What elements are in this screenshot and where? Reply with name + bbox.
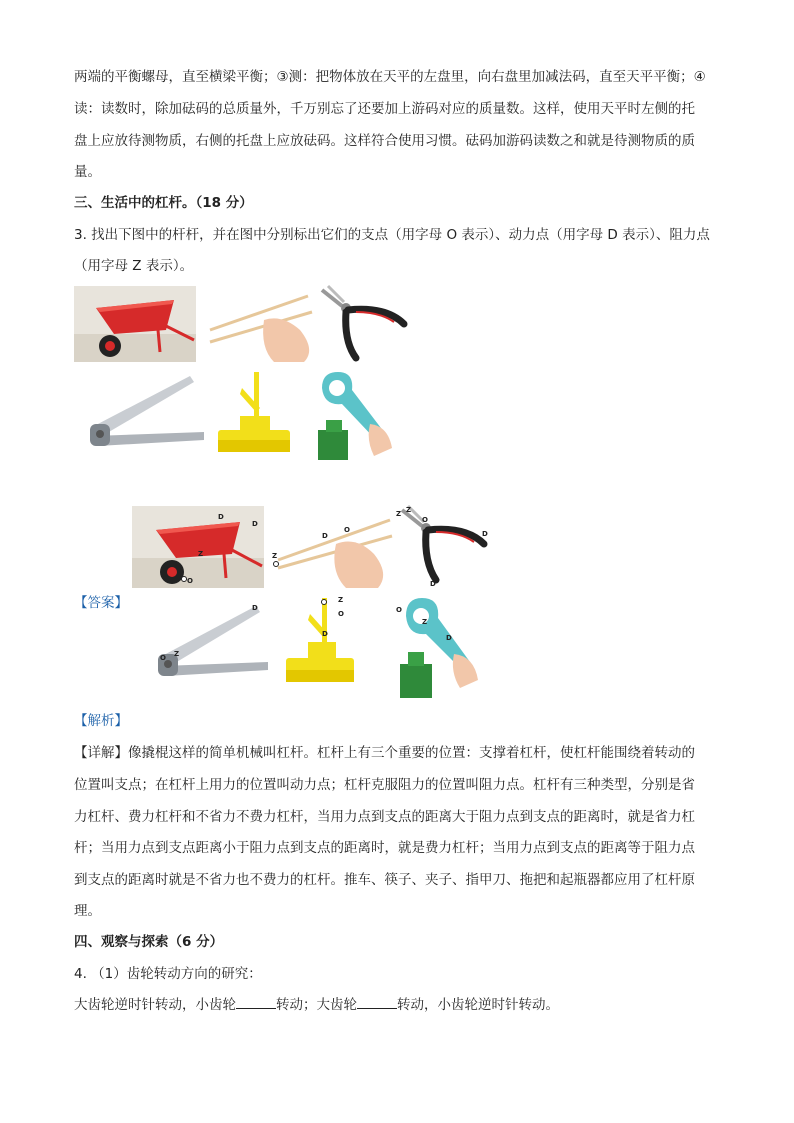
- analysis-tag: 【解析】: [74, 713, 128, 729]
- resistance-label: Z: [198, 550, 204, 558]
- question-part: 转动；大齿轮: [276, 997, 357, 1013]
- chopsticks-answer-image: [270, 510, 400, 590]
- wheelbarrow-answer-image: [132, 506, 264, 588]
- nail-clipper-image: [80, 372, 208, 458]
- nail-clipper-answer-image: [148, 598, 272, 688]
- mop-answer-image: [282, 592, 358, 690]
- effort-label: D: [252, 604, 258, 612]
- resistance-label: Z: [338, 596, 344, 604]
- chopsticks-icon: [204, 290, 320, 364]
- bottle-opener-icon: [394, 594, 480, 698]
- answer-blank[interactable]: [236, 996, 276, 1009]
- detail-text: 到支点的距离时就是不省力也不费力的杠杆。推车、筷子、夹子、指甲刀、拖把和起瓶器都应用了杠杆原: [74, 872, 695, 888]
- wheelbarrow-icon: [74, 286, 196, 362]
- effort-label: D: [446, 634, 452, 642]
- effort-label: D: [322, 630, 328, 638]
- question-text: （用字母 Z 表示）。: [74, 258, 194, 274]
- detail-text: 【详解】像撬棍这样的简单机械叫杠杆。杠杆上有三个重要的位置：支撑着杠杆，使杠杆能围绕着转动的: [74, 745, 695, 761]
- pliers-icon: [316, 282, 408, 362]
- answer-blank[interactable]: [357, 996, 397, 1009]
- question-part: 大齿轮逆时针转动，小齿轮: [74, 997, 236, 1013]
- question-text: 4. （1）齿轮转动方向的研究：: [74, 966, 262, 982]
- resistance-label: Z: [396, 510, 402, 518]
- text-line: 读：读数时，除加砝码的总质量外，千万别忘了还要加上游码对应的质量数。这样，使用天平时左侧的托: [74, 101, 695, 117]
- mop-icon: [282, 592, 358, 690]
- effort-label: D: [252, 520, 258, 528]
- chopsticks-image: [204, 290, 320, 364]
- resistance-label: Z: [422, 618, 428, 626]
- mop-image: [212, 368, 298, 458]
- fulcrum-label: O: [422, 516, 428, 524]
- pliers-answer-image: [392, 500, 496, 590]
- answer-tag: 【答案】: [74, 595, 128, 611]
- wheelbarrow-image: [74, 286, 196, 362]
- text-line: 两端的平衡螺母，直至横梁平衡；③测：把物体放在天平的左盘里，向右盘里加减法码，直至天平平衡；④: [74, 69, 706, 85]
- detail-text: 理。: [74, 903, 101, 919]
- effort-label: D: [482, 530, 488, 538]
- bottle-opener-image: [312, 370, 394, 460]
- resistance-label: Z: [272, 552, 278, 560]
- effort-label: D: [322, 532, 328, 540]
- pliers-icon: [392, 500, 496, 590]
- bottle-opener-answer-image: [394, 594, 480, 698]
- fulcrum-label: O: [344, 526, 350, 534]
- effort-label: D: [430, 580, 436, 588]
- text-line: 量。: [74, 164, 101, 180]
- question-text: 3. 找出下图中的杆杆，并在图中分别标出它们的支点（用字母 O 表示）、动力点（用字母 D 表示）、阻力点: [74, 227, 710, 243]
- chopsticks-icon: [270, 510, 400, 590]
- fulcrum-label: O: [187, 577, 193, 585]
- fulcrum-label: O: [396, 606, 402, 614]
- resistance-label: Z: [174, 650, 180, 658]
- detail-text: 位置叫支点；在杠杆上用力的位置叫动力点；杠杆克服阻力的位置叫阻力点。杠杆有三种类型，分别是省: [74, 777, 695, 793]
- section-heading: 四、观察与探索（6 分）: [74, 934, 224, 950]
- detail-text: 杆；当用力点到支点距离小于阻力点到支点的距离时，就是费力杠杆；当用力点到支点的距离等于阻力点: [74, 840, 695, 856]
- bottle-opener-icon: [312, 370, 394, 460]
- section-heading: 三、生活中的杠杆。（18 分）: [74, 195, 253, 211]
- fulcrum-label: O: [160, 654, 166, 662]
- text-line: 盘上应放待测物质，右侧的托盘上应放砝码。这样符合使用习惯。砝码加游码读数之和就是待测物质的质: [74, 133, 695, 149]
- question-part: 转动，小齿轮逆时针转动。: [397, 997, 559, 1013]
- nail-clipper-icon: [148, 598, 272, 688]
- detail-text: 力杠杆、费力杠杆和不省力不费力杠杆，当用力点到支点的距离大于阻力点到支点的距离时，就是省力杠: [74, 809, 695, 825]
- fulcrum-label: O: [338, 610, 344, 618]
- mop-icon: [212, 368, 298, 458]
- wheelbarrow-icon: [132, 506, 264, 588]
- resistance-label: Z: [406, 506, 412, 514]
- pliers-image: [316, 282, 408, 362]
- effort-label: D: [218, 513, 224, 521]
- question-text: [74, 996, 559, 1014]
- nail-clipper-icon: [80, 372, 208, 458]
